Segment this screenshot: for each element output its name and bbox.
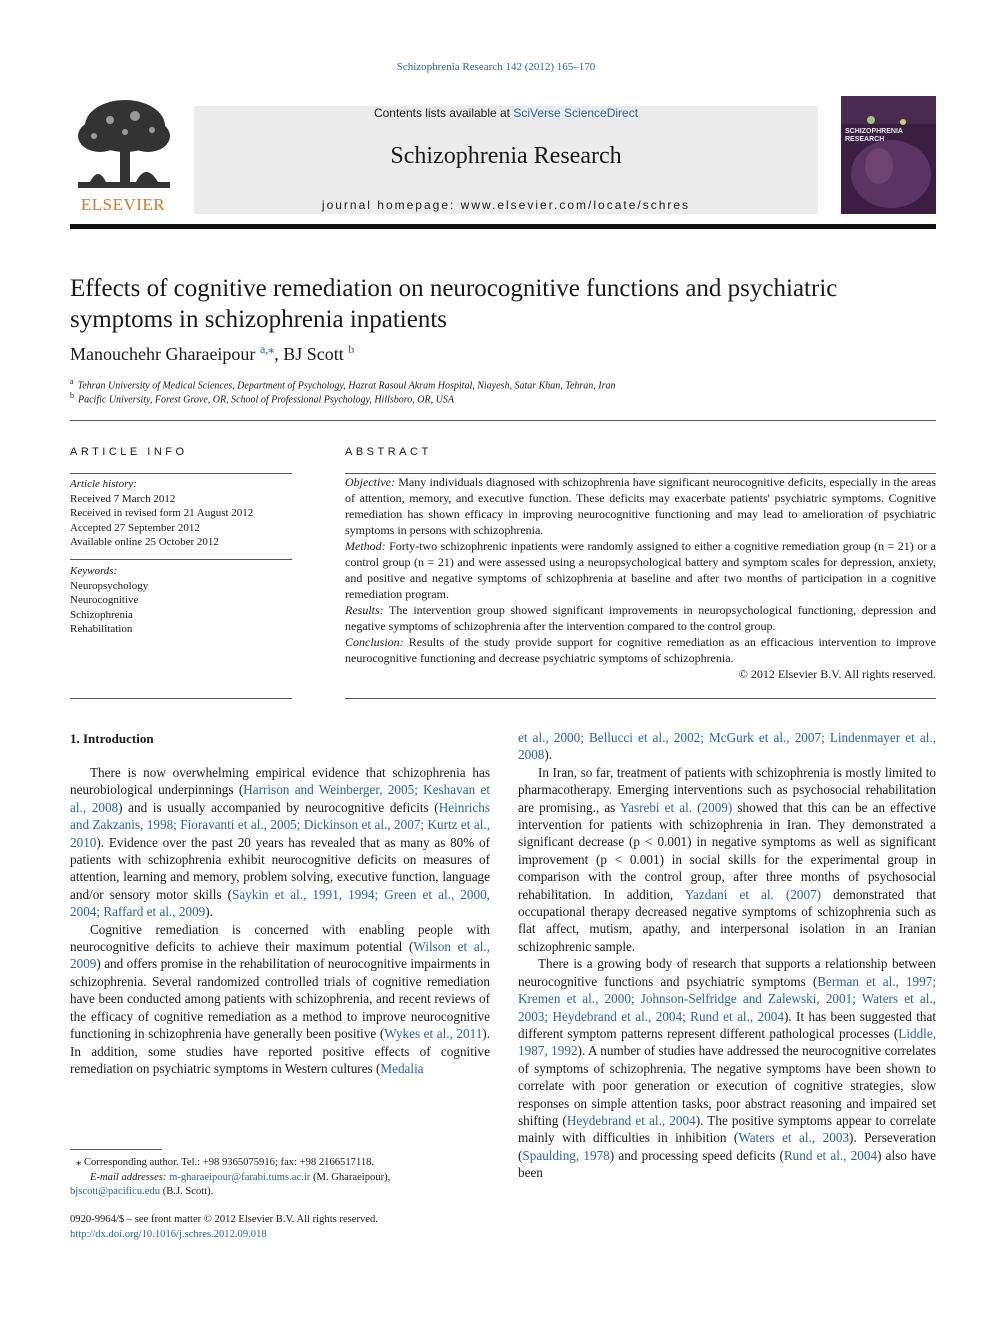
issn-line: 0920-9964/$ – see front matter © 2012 Elsevier B.V. All rights reserved.: [70, 1214, 378, 1225]
intro-paragraph-4: [518, 955, 936, 1181]
results-text: The intervention group showed significant improvements in neuropsychological functioning, depression and negative symptoms of schizophrenia after the intervention compared to the control group.: [345, 603, 936, 633]
footnote-corresponding: [70, 1156, 490, 1200]
article-info-rule-mid: [70, 559, 292, 560]
text: ). In addition, some studies have reported positive effects of cognitive remediation on psychiatric symptoms in Western cultures (: [70, 1026, 490, 1076]
email-owner: (B.J. Scott).: [160, 1186, 214, 1197]
keywords: [70, 564, 292, 637]
article-title: [70, 273, 936, 335]
front-matter: [70, 1213, 490, 1242]
objective-text: Many individuals diagnosed with schizophrenia have significant neurocognitive deficits, especially in the areas of attention, memory, and executive function. These deficits may exacerbate patients' psychiatric symptoms. Cognitive remediation has shown efficacy in improving neurocognitive functioning and may lead to amelioration of psychiatric symptoms in persons with schizophrenia.: [345, 475, 936, 537]
citation-link[interactable]: Waters et al., 2003: [738, 1130, 850, 1146]
affiliation-a: [70, 377, 616, 391]
conclusion-text: Results of the study provide support for cognitive remediation as an efficacious intervention to improve neurocognitive functioning and decrease psychiatric symptoms of schizophrenia.: [345, 635, 936, 665]
footnote-rule: [70, 1149, 162, 1150]
citation-link[interactable]: Liddle, 1987, 1992: [518, 1025, 936, 1059]
abstract-rule-bottom: [345, 698, 936, 699]
email-link[interactable]: bjscott@pacificu.edu: [70, 1186, 161, 1197]
abstract-objective: [345, 474, 936, 538]
journal-banner: [194, 106, 818, 214]
objective-label: Objective:: [345, 475, 395, 489]
history-online: Available online 25 October 2012: [70, 536, 219, 548]
header-divider: [70, 420, 936, 421]
citation-link[interactable]: Saykin et al., 1991, 1994; Green et al., 2000, 2004; Raffard et al., 2009: [70, 886, 490, 920]
article-title-line-2: symptoms in schizophrenia inpatients: [70, 306, 448, 333]
affiliation-b-mark: b: [70, 391, 74, 400]
cover-art-icon: [841, 96, 936, 214]
doi-link[interactable]: http://dx.doi.org/10.1016/j.schres.2012.09.018: [70, 1228, 267, 1240]
intro-paragraph-2-cont: [518, 729, 936, 764]
citation-link[interactable]: Medalia: [380, 1060, 424, 1076]
corresponding-author: [70, 1156, 490, 1171]
conclusion-label: Conclusion:: [345, 635, 404, 649]
text: showed that this can be an effective intervention for patients with schizophrenia in Iran. They demonstrated a significant decrease (p < 0.001) in negative symptoms as well as significant improvement (p < 0.001) in social skills for the experimental group in comparison with the control group, after three months of psychosocial rehabilitation. In addition,: [518, 799, 936, 902]
history-label: Article history:: [70, 478, 137, 490]
email-owner: (M. Gharaeipour),: [310, 1171, 391, 1183]
article-info-heading: ARTICLE INFO: [70, 446, 188, 458]
cover-title: SCHIZOPHRENIA RESEARCH: [845, 128, 903, 143]
tree-icon: [70, 96, 176, 196]
text: ). The positive symptoms appear to correlate mainly with difficulties in inhibition (: [518, 1112, 936, 1146]
introduction-heading: 1. Introduction: [70, 731, 154, 746]
journal-homepage[interactable]: journal homepage: www.elsevier.com/locate/schres: [321, 198, 691, 212]
keyword: Schizophrenia: [70, 608, 133, 621]
masthead-rule: [70, 224, 936, 229]
text: ). A number of studies have addressed the neurocognitive correlates of symptoms of schizophrenia. The negative symptoms have been shown to correlate with poor generation or execution of cognitive strategies, slow responses on simple attention tasks, poor abstract reasoning and impaired set shifting (: [518, 1043, 936, 1128]
citation-link[interactable]: Spaulding, 1978: [522, 1147, 610, 1163]
history-received: Received 7 March 2012: [70, 492, 176, 505]
citation-link[interactable]: Yazdani et al. (2007): [684, 886, 822, 902]
text: ).: [544, 747, 553, 763]
body-left-column: [70, 764, 490, 1077]
article-info-rule-top: [70, 473, 292, 474]
corresponding-text: Corresponding author. Tel.: +98 9365075916; fax: +98 2166517118.: [81, 1157, 375, 1168]
affiliation-a-text: Tehran University of Medical Sciences, Department of Psychology, Hazrat Rasoul Akram Hospital, Niayesh, Satar Khan, Tehran, Iran: [77, 380, 616, 392]
abstract-body: [345, 474, 936, 682]
abstract-heading: ABSTRACT: [345, 446, 432, 458]
email-line-2: [70, 1185, 490, 1200]
citation-link[interactable]: Heydebrand et al., 2004: [566, 1112, 696, 1128]
article-title-line-1: Effects of cognitive remediation on neurocognitive functions and psychiatric: [70, 275, 838, 302]
text: ) and offers promise in the rehabilitation of neurocognitive impairments in schizophrenia. Several randomized controlled trials of cognitive remediation have been conducted among patients with schizophrenia, and recent reviews of the efficacy of cognitive remediation as a method to improve neurocognitive functioning in schizophrenia have generally been positive (: [70, 956, 490, 1042]
citation-link[interactable]: Heinrichs and Zakzanis, 1998; Fioravanti et al., 2005; Dickinson et al., 2007; Kurtz et al., 2010: [70, 799, 490, 850]
masthead: [70, 96, 936, 217]
email-line: [70, 1171, 490, 1186]
body-right-column: [518, 729, 936, 1182]
abstract-copyright: © 2012 Elsevier B.V. All rights reserved.: [738, 667, 936, 681]
abstract-conclusion: [345, 634, 936, 666]
affiliation-a-mark: a: [70, 377, 74, 386]
text: There is a growing body of research that supports a relationship between neurocognitive functions and psychiatric symptoms (: [518, 956, 936, 989]
text: ). It has been suggested that different symptom patterns represent different pathological processes (: [518, 1008, 936, 1041]
journal-cover[interactable]: [841, 96, 936, 214]
text: ). Perseveration (: [518, 1130, 936, 1163]
keyword: Rehabilitation: [70, 623, 133, 635]
sciencedirect-link[interactable]: SciVerse ScienceDirect: [513, 106, 639, 120]
citation-link[interactable]: Berman et al., 1997; Kremen et al., 2000; Johnson-Selfridge and Zalewski, 2001; Waters et al., 2003; Heydebrand et al., 2004; Rund et al., 2004: [518, 973, 936, 1024]
doi-line[interactable]: [70, 1228, 490, 1243]
text: ) also have been: [518, 1147, 936, 1181]
journal-title: Schizophrenia Research: [390, 143, 622, 169]
abstract-results: [345, 602, 936, 634]
author-2[interactable]: BJ Scott: [283, 344, 344, 364]
contents-line: [194, 106, 818, 120]
citation-link[interactable]: Wilson et al., 2009: [70, 939, 490, 972]
intro-paragraph-2: [70, 921, 490, 1078]
journal-reference[interactable]: [0, 61, 992, 73]
footnote-star: ⁎: [76, 1157, 82, 1168]
text: Cognitive remediation is concerned with enabling people with neurocognitive deficits to achieve their maximum potential (: [70, 921, 490, 955]
text: ) and is usually accompanied by neurocognitive deficits (: [118, 799, 439, 815]
citation-link[interactable]: Wykes et al., 2011: [384, 1026, 483, 1042]
results-label: Results:: [345, 603, 384, 617]
abstract-method: [345, 538, 936, 602]
affiliation-b-text: Pacific University, Forest Grove, OR, School of Professional Psychology, Hillsboro, OR, USA: [78, 394, 454, 406]
citation-link[interactable]: Harrison and Weinberger, 2005; Keshavan et al., 2008: [70, 782, 490, 815]
text: There is now overwhelming empirical evidence that schizophrenia has neurobiological underpinnings (: [70, 765, 490, 798]
citation-link[interactable]: Rund et al., 2004: [783, 1147, 878, 1163]
publisher-name: ELSEVIER: [80, 195, 166, 214]
text: ) and processing speed deficits (: [609, 1147, 784, 1163]
text: In Iran, so far, treatment of patients with schizophrenia is mostly limited to pharmacotherapy. Emerging interventions such as psychosocial rehabilitation are promising., as: [518, 764, 936, 815]
author-2-marks[interactable]: b: [348, 342, 355, 356]
text: ).: [205, 904, 213, 920]
journal-reference-link[interactable]: Schizophrenia Research 142 (2012) 165–170: [396, 61, 596, 73]
text: ). Evidence over the past 20 years has revealed that as many as 80% of patients with schizophrenia exhibit neurocognitive deficits on measures of attention, learning and memory, problem solving, executive function, language and/or sensory motor skills (: [70, 834, 490, 902]
intro-paragraph-3: [518, 764, 936, 955]
email-label: E-mail addresses:: [90, 1171, 167, 1183]
keyword: Neurocognitive: [70, 594, 139, 606]
keywords-label: Keywords:: [70, 565, 118, 577]
contents-prefix: Contents lists available at: [373, 106, 514, 120]
method-label: Method:: [345, 539, 386, 553]
author-list: [70, 342, 354, 365]
email-link[interactable]: m-gharaeipour@farabi.tums.ac.ir: [169, 1171, 311, 1183]
keyword: Neuropsychology: [70, 579, 149, 592]
history-accepted: Accepted 27 September 2012: [70, 521, 200, 534]
article-info-rule-bottom: [70, 698, 292, 699]
article-history: [70, 477, 292, 550]
author-1-marks[interactable]: a,⁎: [259, 342, 275, 356]
citation-link[interactable]: et al., 2000; Bellucci et al., 2002; McGurk et al., 2007; Lindenmayer et al., 2008: [518, 730, 936, 763]
history-revised: Received in revised form 21 August 2012: [70, 507, 254, 519]
intro-paragraph-1: [70, 764, 490, 921]
elsevier-logo[interactable]: [70, 96, 176, 217]
citation-link[interactable]: Yasrebi et al. (2009): [619, 799, 733, 815]
text: demonstrated that occupational therapy decreased negative symptoms of schizophrenia such as flat affect, mutism, apathy, and interpersonal isolation in an Iranian schizophrenic sample.: [518, 886, 937, 954]
author-separator: ,: [274, 344, 284, 364]
method-text: Forty-two schizophrenic inpatients were randomly assigned to either a cognitive remediation group (n = 21) or a control group (n = 21) and were assessed using a neuropsychological battery and symptom scales for depression, anxiety, and positive and negative symptoms of schizophrenia at baseline and after two months of participation in a cognitive remediation program.: [345, 539, 936, 601]
affiliation-b: [70, 391, 454, 405]
author-1[interactable]: Manouchehr Gharaeipour: [70, 344, 256, 364]
